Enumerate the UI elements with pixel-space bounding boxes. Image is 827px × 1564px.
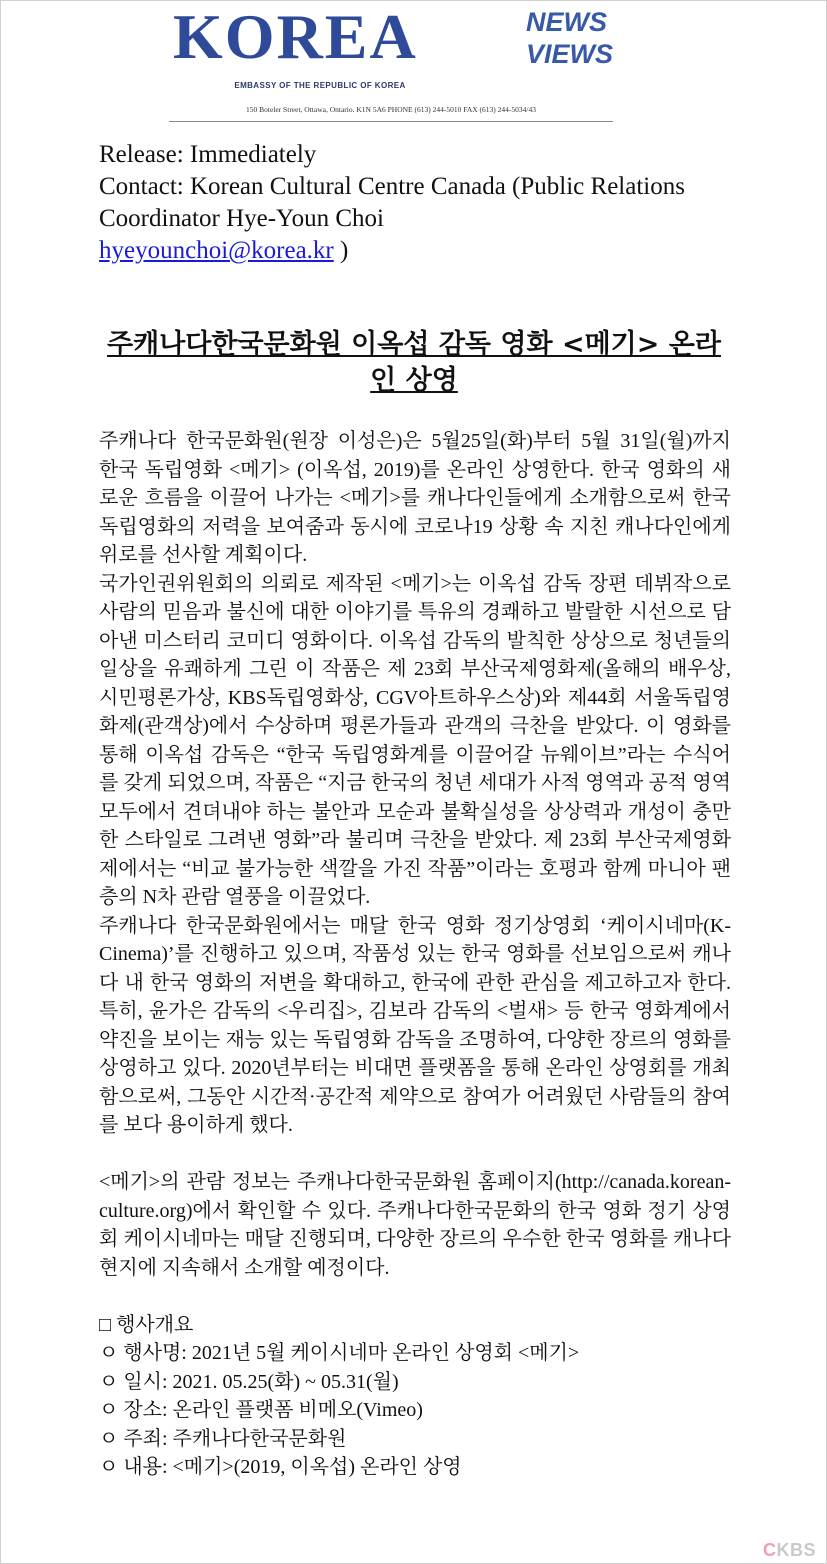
paragraph-spacer	[99, 1140, 731, 1169]
release-line: Release: Immediately	[99, 141, 317, 168]
event-item: ㅇ 내용: <메기>(2019, 이옥섭) 온라인 상영	[99, 1456, 462, 1478]
watermark	[763, 1540, 816, 1561]
event-list	[99, 1339, 731, 1482]
article-body	[99, 427, 731, 1482]
paragraph: 주캐나다 한국문화원(원장 이성은)은 5월25일(화)부터 5월 31일(월)까지 한국 독립영화 <메기> (이옥섭, 2019)를 온라인 상영한다. 한국 영화의 새로운 흐름을 이끌어 나가는 <메기>를 캐나다인들에게 소개함으로써 한국 독립영화의 저력을 보여줌과 동시에 코로나19 상황 속 지친 캐나다인에게 위로를 선사할 계획이다.	[99, 430, 731, 566]
contact-email-line	[99, 235, 739, 267]
event-item: ㅇ 행사명: 2021년 5월 케이시네마 온라인 상영회 <메기>	[99, 1342, 580, 1364]
paragraph: 국가인권위원회의 의뢰로 제작된 <메기>는 이옥섭 감독 장편 데뷔작으로 사람의 믿음과 불신에 대한 이야기를 특유의 경쾌하고 발랄한 시선으로 담아낸 미스터리 코미디 영화이다. 이옥섭 감독의 발칙한 상상으로 청년들의 일상을 유쾌하게 그린 이 작품은 제 23회 부산국제영화제(올해의 배우상, 시민평론가상, KBS독립영화상, CGV아트하우스상)와 제44회 서울독립영화제(관객상)에서 수상하며 평론가들과 관객의 극찬을 받았다. 이 영화를 통해 이옥섭 감독은 “한국 독립영화계를 이끌어갈 뉴웨이브”라는 수식어를 갖게 되었으며, 작품은 “지금 한국의 청년 세대가 사적 영역과 공적 영역 모두에서 견뎌내야 하는 불안과 모순과 불확실성을 상상력과 개성이 충만한 스타일로 그려낸 영화”라 불리며 극찬을 받았다. 제 23회 부산국제영화제에서는 “비교 불가능한 색깔을 가진 작품”이라는 호평과 함께 마니아 팬층의 N차 관람 열풍을 이끌었다.	[99, 572, 732, 908]
event-heading: □ 행사개요	[99, 1313, 194, 1336]
letterhead-news: NEWS	[526, 7, 607, 37]
letterhead-embassy: EMBASSY OF THE REPUBLIC OF KOREA	[234, 81, 406, 90]
letterhead	[169, 1, 613, 125]
paragraph: 주캐나다 한국문화원에서는 매달 한국 영화 정기상영회 ‘케이시네마(K-Cinema)’를 진행하고 있으며, 작품성 있는 한국 영화를 선보임으로써 캐나다 내 한국 영화의 저변을 확대하고, 한국에 관한 관심을 제고하고자 한다. 특히, 윤가은 감독의 <우리집>, 김보라 감독의 <벌새> 등 한국 영화계에서 약진을 보이는 재능 있는 독립영화 감독을 조명하여, 다양한 장르의 영화를 상영하고 있다. 2020년부터는 비대면 플랫폼을 통해 온라인 상영회를 개최함으로써, 그동안 시간적·공간적 제약으로 참여가 어려웠던 사람들의 참여를 보다 용이하게 했다.	[99, 914, 731, 1136]
article-title: 주캐나다한국문화원 이옥섭 감독 영화 <메기> 온라인 상영	[107, 329, 721, 396]
contact-close: )	[333, 237, 349, 264]
paragraph-spacer	[99, 1282, 731, 1311]
watermark-text: KBS	[776, 1540, 816, 1560]
event-item: ㅇ 장소: 온라인 플랫폼 비메오(Vimeo)	[99, 1399, 423, 1421]
letterhead-address: 150 Boteler Street, Ottawa, Ontario. K1N 5A6 PHONE (613) 244-5010 FAX (613) 244-5034/43	[245, 105, 537, 114]
letterhead-divider	[169, 121, 613, 122]
paragraph: <메기>의 관람 정보는 주캐나다한국문화원 홈페이지(http://canada.korean-culture.org)에서 확인할 수 있다. 주캐나다한국문화의 한국 영화 정기 상영회 케이시네마는 매달 진행되며, 다양한 장르의 우수한 한국 영화를 캐나다 현지에 지속해서 소개할 예정이다.	[99, 1171, 731, 1279]
release-info	[99, 139, 739, 267]
watermark-c: C	[762, 1540, 777, 1560]
event-item: ㅇ 일시: 2021. 05.25(화) ~ 05.31(월)	[99, 1370, 399, 1393]
contact-email-link[interactable]: hyeyounchoi@korea.kr	[99, 237, 334, 264]
letterhead-logo: KOREA	[173, 1, 418, 72]
letterhead-views: VIEWS	[525, 39, 613, 69]
event-item: ㅇ 주죄: 주캐나다한국문화원	[99, 1427, 347, 1450]
contact-line: Contact: Korean Cultural Centre Canada (Public Relations Coordinator Hye-Youn Choi	[99, 173, 685, 232]
